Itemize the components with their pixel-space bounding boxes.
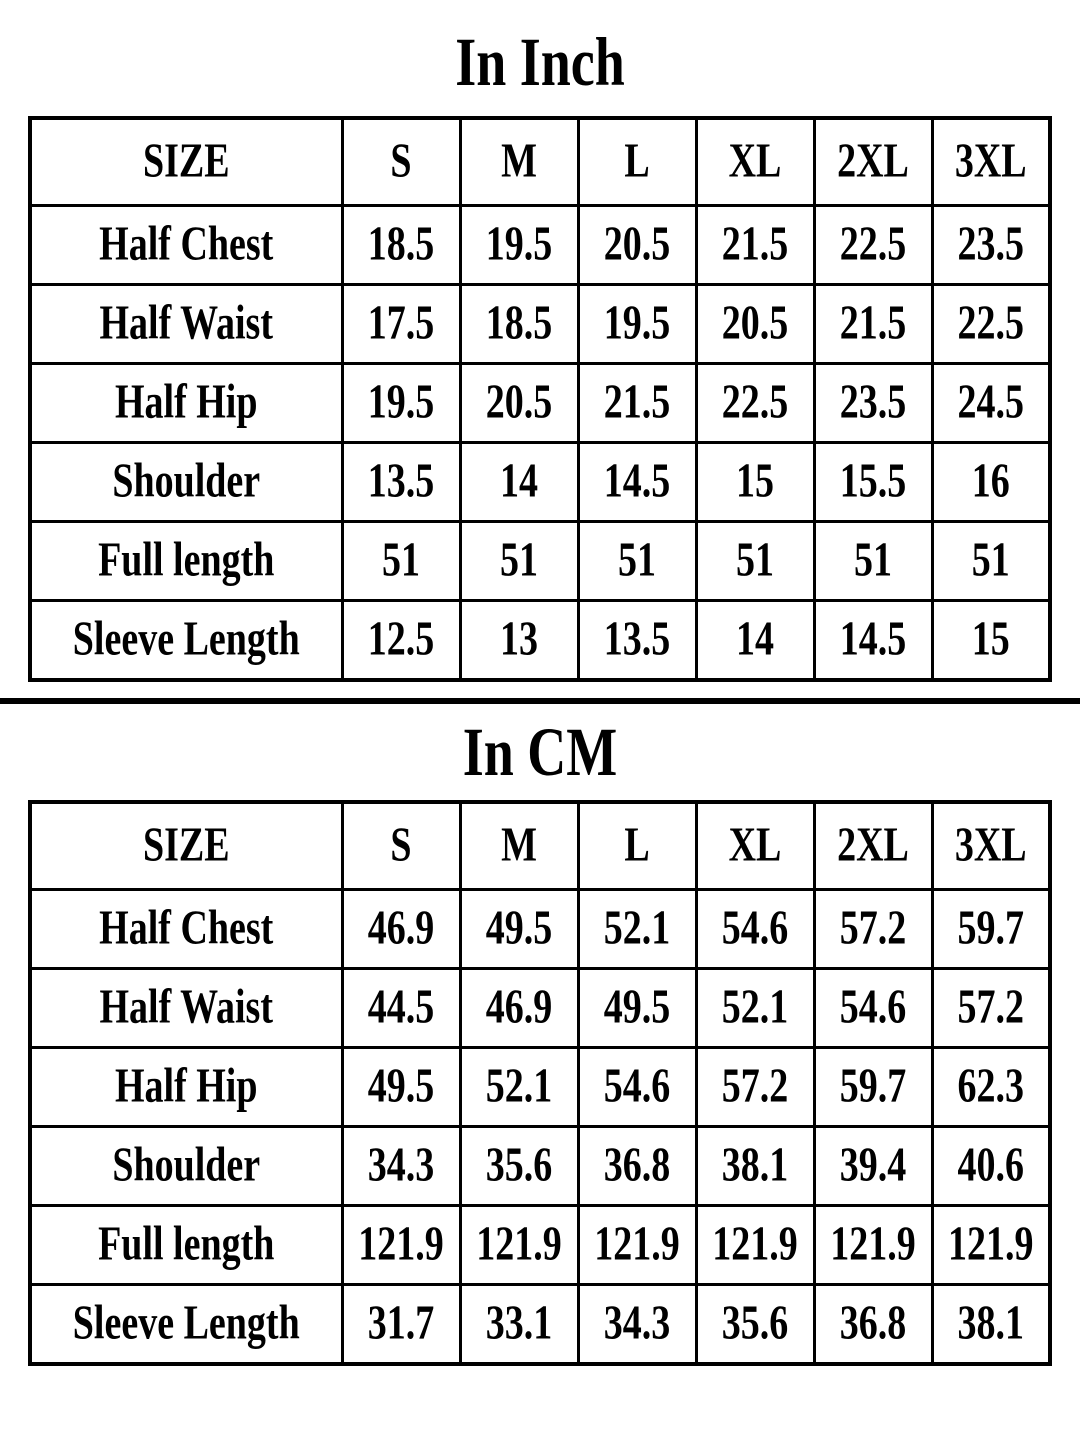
table-row xyxy=(30,522,1050,601)
table-row xyxy=(30,1048,1050,1127)
value-cell xyxy=(932,522,1050,601)
value-cell xyxy=(814,1285,932,1365)
table-row xyxy=(30,285,1050,364)
value-cell-text: 19.5 xyxy=(367,375,435,430)
value-cell xyxy=(932,1127,1050,1206)
header-cell xyxy=(578,118,696,206)
value-cell-text: 51 xyxy=(500,533,538,588)
value-cell xyxy=(342,522,460,601)
value-cell xyxy=(696,443,814,522)
value-cell-text: 121.9 xyxy=(594,1217,680,1272)
value-cell-text: 46.9 xyxy=(485,980,553,1035)
value-cell-text: 14.5 xyxy=(603,454,671,509)
header-cell xyxy=(696,118,814,206)
value-cell xyxy=(460,1127,578,1206)
value-cell-text: 121.9 xyxy=(948,1217,1034,1272)
value-cell xyxy=(578,890,696,969)
row-label-cell xyxy=(30,1127,342,1206)
value-cell-text: 38.1 xyxy=(721,1138,789,1193)
value-cell-text: 57.2 xyxy=(957,980,1024,1035)
value-cell xyxy=(342,1206,460,1285)
value-cell-text: 21.5 xyxy=(721,217,789,272)
value-cell-text: 46.9 xyxy=(367,901,435,956)
value-cell-text: 38.1 xyxy=(957,1296,1024,1351)
value-cell xyxy=(460,969,578,1048)
value-cell-text: 34.3 xyxy=(367,1138,435,1193)
value-cell xyxy=(342,1285,460,1365)
row-label-cell xyxy=(30,522,342,601)
value-cell-text: 21.5 xyxy=(603,375,671,430)
value-cell xyxy=(932,285,1050,364)
table-row xyxy=(30,443,1050,522)
value-cell xyxy=(696,206,814,285)
value-cell-text: 51 xyxy=(618,533,656,588)
value-cell-text: 51 xyxy=(971,533,1010,588)
value-cell-text: 54.6 xyxy=(603,1059,671,1114)
value-cell xyxy=(460,1285,578,1365)
header-cell-text: 2XL xyxy=(837,134,909,189)
header-cell-text: L xyxy=(624,818,650,873)
value-cell-text: 52.1 xyxy=(603,901,671,956)
row-label-cell xyxy=(30,890,342,969)
value-cell xyxy=(814,1206,932,1285)
value-cell xyxy=(578,1048,696,1127)
value-cell-text: 20.5 xyxy=(485,375,553,430)
value-cell-text: 51 xyxy=(382,533,420,588)
value-cell-text: 18.5 xyxy=(367,217,435,272)
section-title-inch-text: In Inch xyxy=(455,23,625,101)
value-cell-text: 18.5 xyxy=(485,296,553,351)
header-row xyxy=(30,802,1050,890)
value-cell xyxy=(696,601,814,681)
value-cell xyxy=(460,1048,578,1127)
value-cell-text: 57.2 xyxy=(839,901,907,956)
header-cell xyxy=(578,802,696,890)
value-cell-text: 35.6 xyxy=(485,1138,553,1193)
value-cell-text: 15 xyxy=(971,612,1010,667)
inch-section xyxy=(0,0,1080,682)
row-label-text: Half Hip xyxy=(114,1059,258,1114)
value-cell xyxy=(342,1127,460,1206)
value-cell xyxy=(696,285,814,364)
value-cell-text: 59.7 xyxy=(839,1059,907,1114)
value-cell xyxy=(342,206,460,285)
row-label-cell xyxy=(30,1285,342,1365)
header-cell xyxy=(932,802,1050,890)
value-cell xyxy=(460,601,578,681)
value-cell-text: 49.5 xyxy=(485,901,553,956)
header-cell-size xyxy=(30,802,342,890)
value-cell xyxy=(578,364,696,443)
value-cell-text: 51 xyxy=(854,533,892,588)
value-cell xyxy=(460,890,578,969)
value-cell-text: 12.5 xyxy=(367,612,435,667)
header-cell xyxy=(814,118,932,206)
row-label-text: Half Chest xyxy=(99,901,274,956)
header-cell-text: 3XL xyxy=(954,818,1027,873)
value-cell-text: 121.9 xyxy=(476,1217,562,1272)
value-cell xyxy=(460,364,578,443)
value-cell xyxy=(814,364,932,443)
value-cell-text: 24.5 xyxy=(957,375,1024,430)
row-label-text: Shoulder xyxy=(112,1138,261,1193)
cm-section xyxy=(0,704,1080,1366)
header-cell-size xyxy=(30,118,342,206)
table-row xyxy=(30,890,1050,969)
header-cell-text: SIZE xyxy=(142,818,230,873)
value-cell-text: 36.8 xyxy=(603,1138,671,1193)
value-cell-text: 20.5 xyxy=(603,217,671,272)
value-cell-text: 52.1 xyxy=(485,1059,553,1114)
value-cell xyxy=(696,522,814,601)
header-cell xyxy=(342,118,460,206)
value-cell-text: 22.5 xyxy=(839,217,907,272)
header-cell xyxy=(460,802,578,890)
header-cell-text: S xyxy=(390,134,412,189)
value-cell xyxy=(814,890,932,969)
header-cell xyxy=(814,802,932,890)
value-cell-text: 40.6 xyxy=(957,1138,1024,1193)
value-cell xyxy=(696,1285,814,1365)
value-cell xyxy=(342,890,460,969)
value-cell xyxy=(578,601,696,681)
value-cell xyxy=(932,1206,1050,1285)
value-cell-text: 22.5 xyxy=(721,375,789,430)
value-cell xyxy=(696,1206,814,1285)
value-cell-text: 22.5 xyxy=(957,296,1024,351)
value-cell xyxy=(814,969,932,1048)
value-cell xyxy=(814,1127,932,1206)
row-label-text: Sleeve Length xyxy=(72,1296,300,1351)
header-cell-text: 2XL xyxy=(837,818,909,873)
value-cell-text: 20.5 xyxy=(721,296,789,351)
row-label-cell xyxy=(30,364,342,443)
value-cell xyxy=(342,443,460,522)
value-cell-text: 44.5 xyxy=(367,980,435,1035)
value-cell-text: 54.6 xyxy=(839,980,907,1035)
value-cell xyxy=(814,443,932,522)
header-cell-text: SIZE xyxy=(142,134,230,189)
value-cell-text: 13.5 xyxy=(603,612,671,667)
value-cell xyxy=(342,1048,460,1127)
row-label-text: Half Waist xyxy=(99,296,273,351)
section-title-inch xyxy=(0,0,1080,116)
value-cell xyxy=(696,890,814,969)
row-label-cell xyxy=(30,285,342,364)
value-cell-text: 14.5 xyxy=(839,612,907,667)
value-cell xyxy=(460,285,578,364)
value-cell-text: 14 xyxy=(500,454,538,509)
value-cell-text: 19.5 xyxy=(485,217,553,272)
value-cell xyxy=(460,522,578,601)
value-cell xyxy=(932,1285,1050,1365)
value-cell xyxy=(932,969,1050,1048)
table-row xyxy=(30,364,1050,443)
value-cell xyxy=(696,364,814,443)
row-label-text: Half Waist xyxy=(99,980,273,1035)
value-cell xyxy=(932,206,1050,285)
value-cell xyxy=(578,443,696,522)
value-cell-text: 59.7 xyxy=(957,901,1024,956)
header-cell-text: XL xyxy=(728,134,782,189)
table-row xyxy=(30,1285,1050,1365)
header-cell-text: L xyxy=(624,134,650,189)
value-cell xyxy=(814,206,932,285)
value-cell xyxy=(932,364,1050,443)
value-cell-text: 23.5 xyxy=(957,217,1024,272)
value-cell xyxy=(578,285,696,364)
value-cell xyxy=(342,601,460,681)
header-cell xyxy=(932,118,1050,206)
header-cell-text: XL xyxy=(728,818,782,873)
value-cell-text: 62.3 xyxy=(957,1059,1024,1114)
value-cell-text: 121.9 xyxy=(712,1217,798,1272)
header-row xyxy=(30,118,1050,206)
table-row xyxy=(30,1206,1050,1285)
value-cell-text: 34.3 xyxy=(603,1296,671,1351)
header-cell-text: 3XL xyxy=(954,134,1027,189)
value-cell-text: 121.9 xyxy=(830,1217,916,1272)
value-cell-text: 35.6 xyxy=(721,1296,789,1351)
table-row xyxy=(30,601,1050,681)
value-cell-text: 15.5 xyxy=(839,454,907,509)
row-label-text: Sleeve Length xyxy=(72,612,300,667)
value-cell-text: 15 xyxy=(736,454,774,509)
header-cell xyxy=(696,802,814,890)
value-cell-text: 23.5 xyxy=(839,375,907,430)
value-cell-text: 36.8 xyxy=(839,1296,907,1351)
section-title-cm xyxy=(0,704,1080,800)
value-cell-text: 57.2 xyxy=(721,1059,789,1114)
value-cell xyxy=(578,969,696,1048)
value-cell-text: 33.1 xyxy=(485,1296,553,1351)
value-cell-text: 21.5 xyxy=(839,296,907,351)
value-cell xyxy=(460,1206,578,1285)
row-label-cell xyxy=(30,443,342,522)
value-cell-text: 121.9 xyxy=(358,1217,444,1272)
value-cell-text: 49.5 xyxy=(603,980,671,1035)
row-label-cell xyxy=(30,1048,342,1127)
table-row xyxy=(30,206,1050,285)
row-label-text: Full length xyxy=(98,1217,275,1272)
value-cell-text: 49.5 xyxy=(367,1059,435,1114)
value-cell-text: 13.5 xyxy=(367,454,435,509)
value-cell-text: 13 xyxy=(500,612,538,667)
row-label-text: Half Chest xyxy=(99,217,274,272)
value-cell xyxy=(814,1048,932,1127)
value-cell xyxy=(932,890,1050,969)
value-cell-text: 17.5 xyxy=(367,296,435,351)
table-row xyxy=(30,1127,1050,1206)
header-cell-text: M xyxy=(501,134,537,189)
value-cell xyxy=(578,1285,696,1365)
value-cell-text: 14 xyxy=(736,612,774,667)
row-label-text: Shoulder xyxy=(112,454,261,509)
value-cell xyxy=(696,1048,814,1127)
header-cell-text: M xyxy=(501,818,537,873)
value-cell-text: 51 xyxy=(736,533,774,588)
value-cell xyxy=(342,364,460,443)
value-cell xyxy=(932,601,1050,681)
value-cell xyxy=(578,206,696,285)
value-cell xyxy=(814,522,932,601)
value-cell xyxy=(932,443,1050,522)
value-cell xyxy=(578,522,696,601)
header-cell xyxy=(342,802,460,890)
row-label-cell xyxy=(30,601,342,681)
size-table-inch xyxy=(28,116,1052,682)
row-label-cell xyxy=(30,206,342,285)
value-cell xyxy=(696,1127,814,1206)
row-label-text: Half Hip xyxy=(114,375,258,430)
value-cell xyxy=(932,1048,1050,1127)
value-cell xyxy=(696,969,814,1048)
value-cell-text: 52.1 xyxy=(721,980,789,1035)
section-title-cm-text: In CM xyxy=(462,713,618,791)
row-label-text: Full length xyxy=(98,533,275,588)
value-cell-text: 31.7 xyxy=(367,1296,435,1351)
value-cell xyxy=(578,1206,696,1285)
value-cell-text: 16 xyxy=(971,454,1010,509)
size-table-cm xyxy=(28,800,1052,1366)
value-cell-text: 19.5 xyxy=(603,296,671,351)
value-cell xyxy=(460,443,578,522)
table-row xyxy=(30,969,1050,1048)
row-label-cell xyxy=(30,1206,342,1285)
value-cell xyxy=(460,206,578,285)
value-cell xyxy=(342,285,460,364)
value-cell xyxy=(578,1127,696,1206)
header-cell xyxy=(460,118,578,206)
header-cell-text: S xyxy=(390,818,412,873)
value-cell xyxy=(814,285,932,364)
value-cell xyxy=(814,601,932,681)
value-cell-text: 39.4 xyxy=(839,1138,907,1193)
value-cell xyxy=(342,969,460,1048)
row-label-cell xyxy=(30,969,342,1048)
value-cell-text: 54.6 xyxy=(721,901,789,956)
